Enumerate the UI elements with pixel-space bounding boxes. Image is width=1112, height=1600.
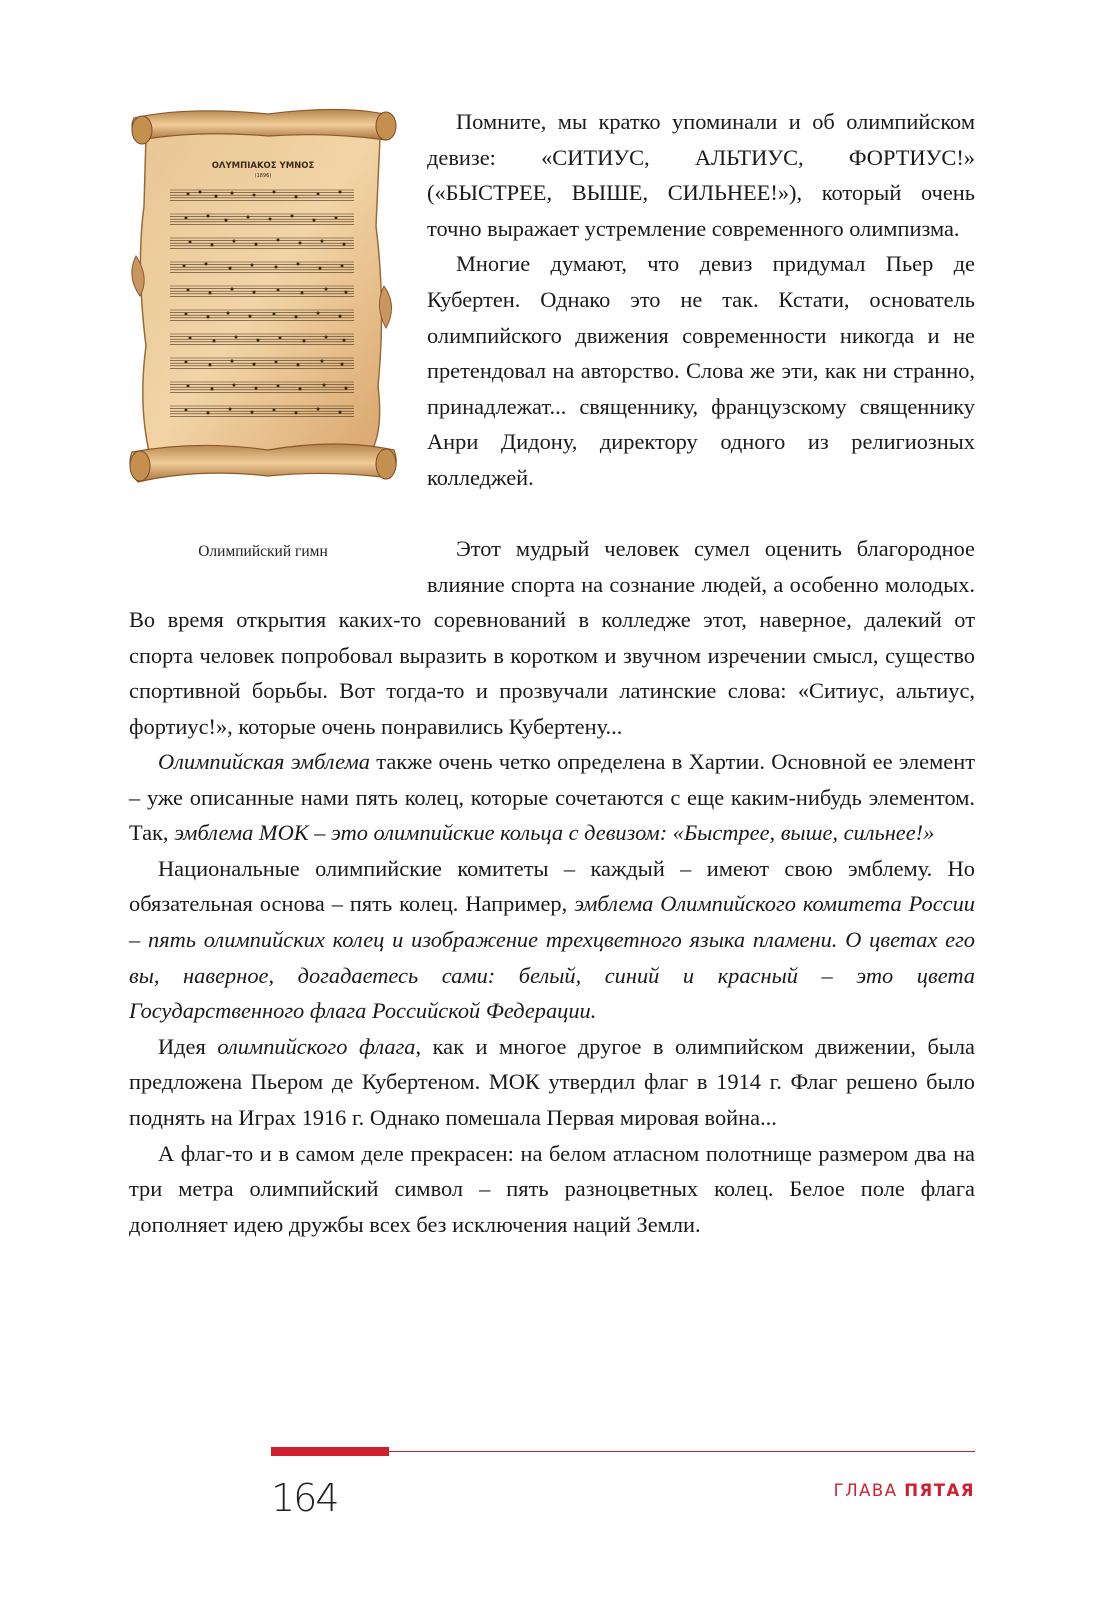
- text-column-bottom: [129, 744, 975, 1242]
- anthem-scroll-image: [128, 106, 398, 486]
- text-wrap-block: [129, 531, 975, 745]
- paragraph-national-emblems: Национальные олимпийские комитеты – каждый – имеют свою эмблему. Но обязательная основа – пять колец. Например, эмблема Олимпийского комитета России – пять олимпийских колец и изображение трехцветного языка пламени. О цветах его вы, наверное, догадаетесь сами: белый, синий и красный – это цвета Государственного флага Российской Федерации.: [129, 855, 975, 1024]
- chapter-label: ГЛАВА ПЯТАЯ: [833, 1481, 975, 1500]
- page-number: 164: [271, 1476, 338, 1520]
- paragraph-didon: Этот мудрый человек сумел оценить благородное влияние спорта на сознание людей, а особенно молодых. Во время открытия каких-то соревнований в колледже этот, наверное, далекий от спорта человек попробовал выразить в коротком и звучном изречении смысл, существо спортивной борьбы. Вот тогда-то и прозвучали латинские слова: «Ситиус, альтиус, фортиус!», которые очень понравились Кубертену...: [129, 536, 975, 739]
- paragraph-flag-idea: Идея олимпийского флага, как и многое другое в олимпийском движении, была предложена Пьером де Кубертеном. МОК утвердил флаг в 1914 г. Флаг решено было поднять на Играх 1916 г. Однако помешала Первая мировая война...: [129, 1033, 975, 1130]
- figure-caption: Олимпийский гимн: [198, 543, 328, 560]
- paragraph-motto: Помните, мы кратко упоминали и об олимпийском девизе: «СИТИУС, АЛЬТИУС, ФОРТИУС!» («БЫСТРЕЕ, ВЫШЕ, СИЛЬНЕЕ!»), который очень точно выражает устремление современного олимпизма.: [427, 109, 975, 241]
- footer-rule: [389, 1451, 975, 1452]
- paragraph-emblem: Олимпийская эмблема также очень четко определена в Хартии. Основной ее элемент – уже описанные нами пять колец, которые сочетаются с еще каким-нибудь элементом. Так, эмблема МОК – это олимпийские кольца с девизом: «Быстрее, выше, сильнее!»: [129, 749, 975, 846]
- footer-accent-bar: [271, 1447, 389, 1456]
- sheet-title: ΟΛΥΜΠΙΑΚΟΣ ΥΜΝΟΣ: [211, 161, 315, 171]
- text-column-top: [427, 104, 975, 496]
- paragraph-author: Многие думают, что девиз придумал Пьер де Кубертен. Однако это не так. Кстати, основатель олимпийского движения современности никогда и не претендовал на авторство. Слова же эти, как ни странно, принадлежат... священнику, французскому священнику Анри Дидону, директору одного из религиозных колледжей.: [427, 251, 975, 490]
- paragraph-flag-description: А флаг-то и в самом деле прекрасен: на белом атласном полотнище размером два на три метра олимпийский символ – пять разноцветных колец. Белое поле флага дополняет идею дружбы всех без исключения наций Земли.: [129, 1140, 975, 1237]
- svg-text:(1896): (1896): [254, 173, 272, 179]
